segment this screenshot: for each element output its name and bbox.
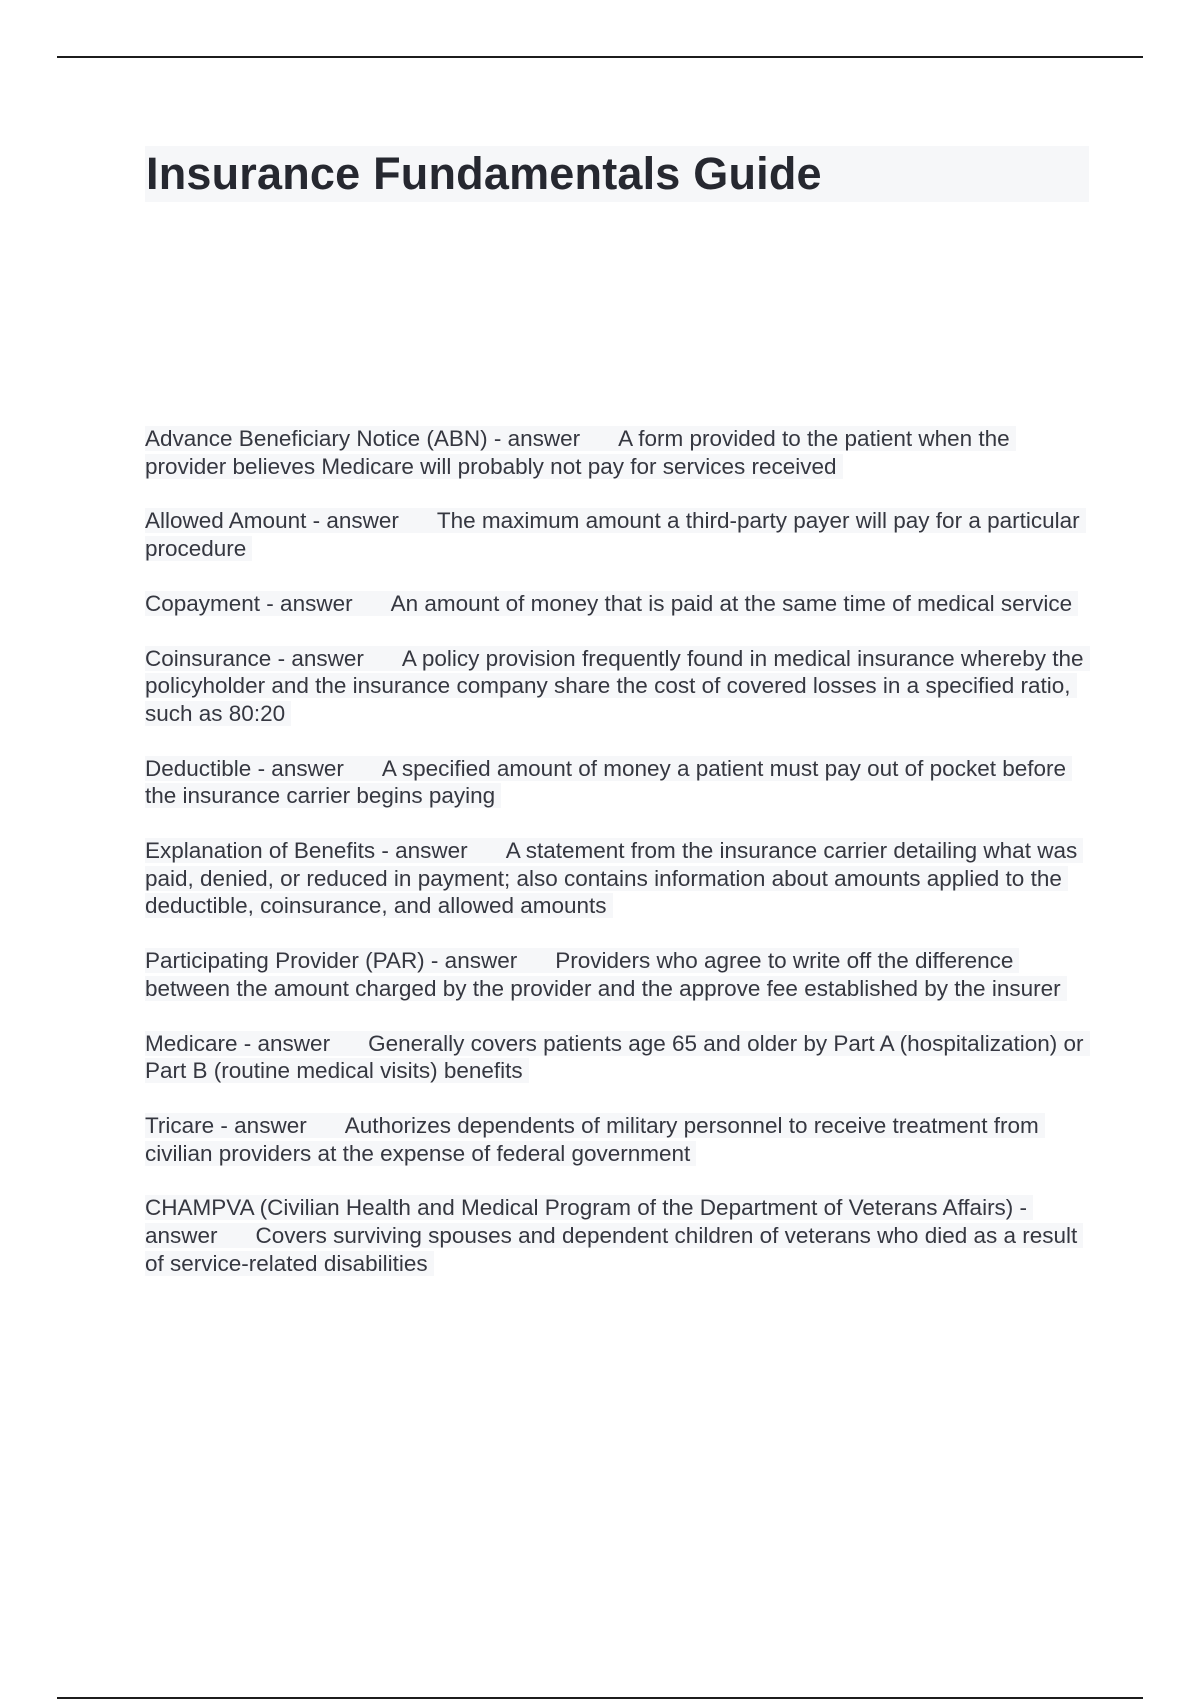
entry-definition: Covers surviving spouses and dependent children of veterans who died as a result of service-related disabilities bbox=[145, 1223, 1078, 1276]
entry-definition: The maximum amount a third-party payer will pay for a particular procedure bbox=[145, 508, 1080, 562]
glossary-entry bbox=[145, 947, 1085, 1002]
entry-definition: Providers who agree to write off the difference between the amount charged by the provider and the approve fee established by the insurer bbox=[145, 948, 1061, 1001]
entry-term: Deductible - answer bbox=[145, 755, 344, 781]
glossary-entry bbox=[145, 1030, 1085, 1085]
glossary-entry bbox=[145, 1194, 1085, 1277]
entry-definition: A statement from the insurance carrier detailing what was paid, denied, or reduced in payment; also contains information about amounts applied to the deductible, coinsurance, and allowed amounts bbox=[145, 838, 1078, 919]
entry-term: Medicare - answer bbox=[145, 1030, 331, 1056]
entry-term: Coinsurance - answer bbox=[145, 645, 364, 671]
entry-term: Tricare - answer bbox=[145, 1112, 307, 1138]
glossary-entry bbox=[145, 425, 1085, 480]
entry-term: CHAMPVA (Civilian Health and Medical Program of the Department of Veterans Affairs) - answer bbox=[145, 1195, 1028, 1249]
title-block bbox=[145, 146, 1089, 202]
glossary-entry bbox=[145, 645, 1085, 728]
entry-term: Explanation of Benefits - answer bbox=[145, 838, 468, 864]
entry-term: Copayment - answer bbox=[145, 590, 353, 616]
glossary-entry bbox=[145, 590, 1085, 618]
entry-definition: A policy provision frequently found in medical insurance whereby the policyholder and the insurance company share the cost of covered losses in a specified ratio, such as 80:20 bbox=[145, 645, 1084, 726]
entry-definition: An amount of money that is paid at the same time of medical service bbox=[390, 590, 1073, 616]
entry-term: Allowed Amount - answer bbox=[145, 508, 399, 534]
entry-term: Advance Beneficiary Notice (ABN) - answer bbox=[145, 426, 581, 451]
entry-definition: Authorizes dependents of military personnel to receive treatment from civilian providers at the expense of federal government bbox=[145, 1112, 1039, 1166]
glossary-entry bbox=[145, 1112, 1085, 1167]
glossary-entry bbox=[145, 507, 1085, 562]
entry-definition: Generally covers patients age 65 and older by Part A (hospitalization) or Part B (routine medical visits) benefits bbox=[145, 1030, 1084, 1084]
glossary-entry bbox=[145, 755, 1085, 810]
glossary-list bbox=[145, 425, 1085, 1304]
entry-definition: A form provided to the patient when the provider believes Medicare will probably not pay for services received bbox=[145, 426, 1010, 479]
bottom-divider bbox=[57, 1697, 1143, 1699]
page-title: Insurance Fundamentals Guide bbox=[146, 148, 822, 199]
top-divider bbox=[57, 56, 1143, 58]
entry-definition: A specified amount of money a patient must pay out of pocket before the insurance carrier begins paying bbox=[145, 755, 1067, 809]
glossary-entry bbox=[145, 837, 1085, 920]
entry-term: Participating Provider (PAR) - answer bbox=[145, 948, 518, 974]
